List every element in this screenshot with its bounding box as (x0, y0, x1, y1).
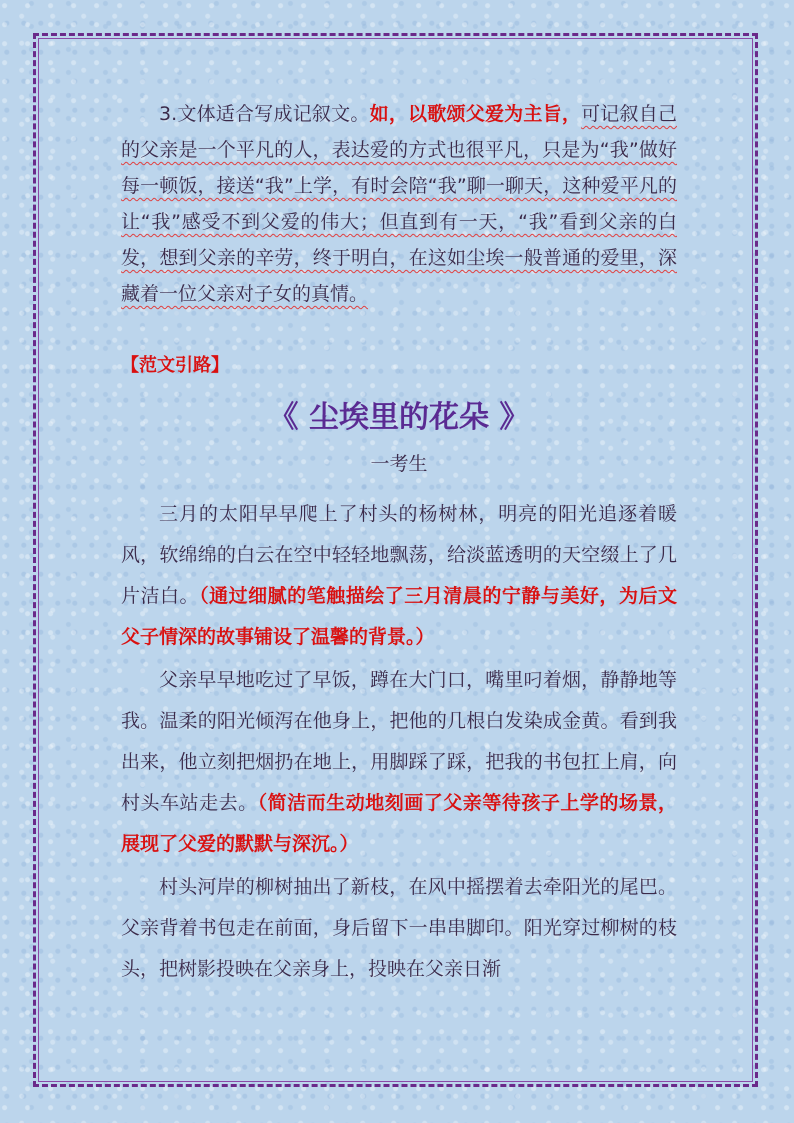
essay-title: 《 尘埃里的花朵 》 (268, 400, 530, 435)
paragraph-2-text: 父亲早早地吃过了早饭，蹲在大门口，嘴里叼着烟，静静地等我。温柔的阳光倾泻在他身上，把他的几根白发染成金黄。看到我出来，他立刻把烟扔在地上，用脚踩了踩，把我的书包扛上肩，向村头车站走去。 (121, 669, 677, 814)
essay-author: 一考生 (370, 453, 428, 475)
intro-lead: 3.文体适合写成记叙文。 (159, 103, 370, 125)
paragraph-1-comment: （通过细腻的笔触描绘了三月清晨的宁静与美好，为后文父子情深的故事铺设了温馨的背景。） (121, 585, 677, 648)
document-content (121, 96, 677, 990)
essay-paragraph-3 (121, 867, 677, 990)
paragraph-3-text: 村头河岸的柳树抽出了新枝，在风中摇摆着去牵阳光的尾巴。父亲背着书包走在前面，身后留下一串串脚印。阳光穿过柳树的枝头，把树影投映在父亲身上，投映在父亲日渐 (121, 876, 677, 980)
essay-paragraph-1 (121, 494, 677, 658)
paragraph-1-text: 三月的太阳早早爬上了村头的杨树林，明亮的阳光追逐着暖风，软绵绵的白云在空中轻轻地飘荡，给淡蓝透明的天空缀上了几片洁白。 (121, 503, 677, 607)
paragraph-2-comment: （简洁而生动地刻画了父亲等待孩子上学的场景，展现了父爱的默默与深沉。） (121, 792, 677, 855)
intro-highlight: 如，以歌颂父爱为主旨， (369, 103, 582, 125)
section-label: 【范文引路】 (121, 355, 229, 376)
essay-paragraph-2 (121, 660, 677, 865)
intro-body: 可记叙自己的父亲是一个平凡的人，表达爱的方式也很平凡，只是为“我”做好每一顿饭，接送“我”上学，有时会陪“我”聊一聊天，这种爱平凡的让“我”感受不到父爱的伟大；但直到有一天，“我”看到父亲的白发，想到父亲的辛劳，终于明白，在这如尘埃一般普通的爱里，深藏着一位父亲对子女的真情。 (121, 103, 677, 305)
intro-paragraph (121, 96, 677, 312)
